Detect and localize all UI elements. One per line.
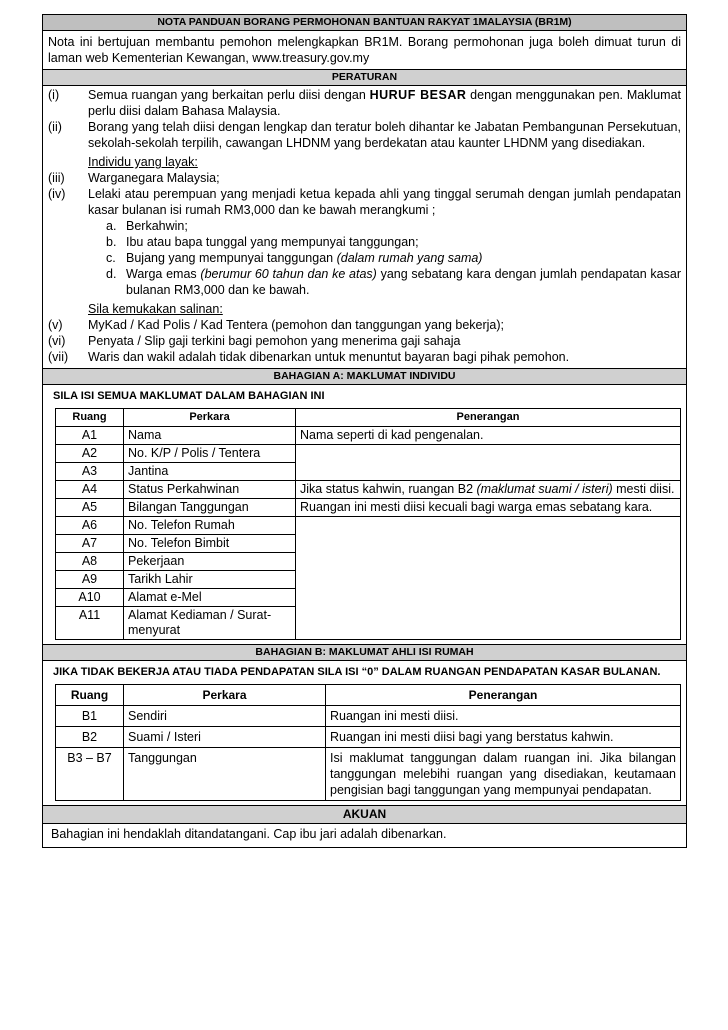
cell-perkara: Nama [124, 427, 296, 445]
cell-ruang: A8 [56, 553, 124, 571]
cell-penerangan [296, 463, 681, 481]
rule-text: Borang yang telah diisi dengan lengkap dan teratur boleh dihantar ke Jabatan Pembangunan Persekutuan, sekolah-sekolah terpilih, cawangan LHDNM yang berdekatan atau kaunter LHDNM yang disediakan. [88, 120, 681, 150]
cell-perkara: Tanggungan [124, 748, 326, 801]
cell-perkara: Status Perkahwinan [124, 481, 296, 499]
rule-number: (ii) [48, 120, 62, 134]
rule-item [48, 170, 681, 186]
cell-perkara: No. K/P / Polis / Tentera [124, 445, 296, 463]
cell-ruang: A3 [56, 463, 124, 481]
cell-penerangan [296, 517, 681, 535]
sub-text-part: Bujang yang mempunyai tanggungan [126, 251, 337, 265]
eligible-heading: Individu yang layak: [88, 155, 198, 169]
copies-heading: Sila kemukakan salinan: [88, 302, 223, 316]
cell-ruang: A10 [56, 589, 124, 607]
cell-penerangan [296, 445, 681, 463]
sub-text: Berkahwin; [126, 219, 188, 233]
table-header-row [56, 685, 681, 706]
sub-text [126, 250, 681, 266]
rule-number: (vii) [48, 350, 69, 364]
cell-ruang: A6 [56, 517, 124, 535]
rule-number: (iii) [48, 171, 65, 185]
cell-perkara: Pekerjaan [124, 553, 296, 571]
cell-penerangan [296, 607, 681, 640]
rule-item [48, 349, 681, 365]
cell-ruang: A1 [56, 427, 124, 445]
rule-item [48, 87, 681, 119]
sub-item [48, 266, 681, 298]
section-b-table [55, 684, 681, 801]
cell-perkara: Suami / Isteri [124, 727, 326, 748]
cell-ruang: B1 [56, 706, 124, 727]
cell-ruang: B2 [56, 727, 124, 748]
cell-text-part: mesti diisi. [612, 482, 675, 496]
section-a-heading: BAHAGIAN A: MAKLUMAT INDIVIDU [43, 369, 686, 385]
rule-text [88, 87, 681, 119]
sub-text: Ibu atau bapa tunggal yang mempunyai tanggungan; [126, 235, 419, 249]
cell-perkara: Alamat Kediaman / Surat-menyurat [124, 607, 296, 640]
cell-perkara: No. Telefon Bimbit [124, 535, 296, 553]
rule-text: Waris dan wakil adalah tidak dibenarkan untuk menuntut bayaran bagi pihak pemohon. [88, 350, 570, 364]
table-row [56, 481, 681, 499]
cell-ruang: A2 [56, 445, 124, 463]
cell-ruang: A11 [56, 607, 124, 640]
section-b-instruction: JIKA TIDAK BEKERJA ATAU TIADA PENDAPATAN SILA ISI “0” DALAM RUANGAN PENDAPATAN KASAR BULANAN. [53, 666, 661, 678]
column-header-ruang: Ruang [56, 409, 124, 427]
table-row [56, 607, 681, 640]
document-title: NOTA PANDUAN BORANG PERMOHONAN BANTUAN RAKYAT 1MALAYSIA (BR1M) [43, 15, 686, 31]
cell-text-italic: (maklumat suami / isteri) [476, 482, 613, 496]
cell-ruang: A7 [56, 535, 124, 553]
sub-letter: a. [106, 219, 117, 233]
table-row [56, 445, 681, 463]
sub-letter: b. [106, 235, 117, 249]
column-header-perkara: Perkara [124, 409, 296, 427]
cell-penerangan: Isi maklumat tanggungan dalam ruangan ini. Jika bilangan tanggungan melebihi ruangan yang disediakan, keutamaan pengisian bagi tanggungan yang mempunyai pendapatan. [326, 748, 681, 801]
rule-item [48, 119, 681, 151]
table-row [56, 535, 681, 553]
cell-text-part: Jika status kahwin, ruangan B2 [300, 482, 477, 496]
table-row [56, 463, 681, 481]
rule-text: Lelaki atau perempuan yang menjadi ketua kepada ahli yang tinggal serumah dengan jumlah pendapatan kasar bulanan isi rumah RM3,000 dan ke bawah merangkumi ; [88, 187, 681, 217]
sub-letter: c. [106, 251, 116, 265]
section-a [43, 385, 686, 645]
rule-number: (v) [48, 318, 63, 332]
rule-item [48, 186, 681, 218]
rule-text-part: dengan menggunakan pen. Maklumat perlu diisi dalam Bahasa Malaysia. [88, 88, 682, 118]
cell-perkara: Alamat e-Mel [124, 589, 296, 607]
table-row [56, 517, 681, 535]
column-header-penerangan: Penerangan [296, 409, 681, 427]
cell-perkara: Tarikh Lahir [124, 571, 296, 589]
sub-text [126, 266, 681, 298]
table-row [56, 727, 681, 748]
cell-penerangan: Ruangan ini mesti diisi kecuali bagi warga emas sebatang kara. [296, 499, 681, 517]
cell-penerangan: Nama seperti di kad pengenalan. [296, 427, 681, 445]
table-row [56, 427, 681, 445]
column-header-perkara: Perkara [124, 685, 326, 706]
peraturan-heading: PERATURAN [43, 70, 686, 86]
table-row [56, 499, 681, 517]
cell-ruang: B3 – B7 [56, 748, 124, 801]
sub-item [48, 234, 681, 250]
sub-item [48, 218, 681, 234]
cell-ruang: A5 [56, 499, 124, 517]
rule-text-part: Semua ruangan yang berkaitan perlu diisi dengan [88, 88, 370, 102]
sub-text-part: yang sebatang kara dengan jumlah pendapatan kasar bulanan RM3,000 dan ke bawah. [126, 267, 682, 297]
akuan-text: Bahagian ini hendaklah ditandatangani. Cap ibu jari adalah dibenarkan. [51, 827, 447, 841]
cell-penerangan [296, 571, 681, 589]
cell-perkara: Jantina [124, 463, 296, 481]
table-row [56, 571, 681, 589]
cell-perkara: Bilangan Tanggungan [124, 499, 296, 517]
rule-number: (iv) [48, 187, 66, 201]
sub-text-part: Warga emas [126, 267, 201, 281]
table-row [56, 706, 681, 727]
cell-ruang: A4 [56, 481, 124, 499]
cell-penerangan: Ruangan ini mesti diisi. [326, 706, 681, 727]
section-a-table [55, 408, 681, 640]
section-b [43, 661, 686, 806]
cell-ruang: A9 [56, 571, 124, 589]
table-row [56, 748, 681, 801]
section-b-heading: BAHAGIAN B: MAKLUMAT AHLI ISI RUMAH [43, 645, 686, 661]
column-header-penerangan: Penerangan [326, 685, 681, 706]
sub-item [48, 250, 681, 266]
sub-text-italic: (dalam rumah yang sama) [336, 251, 483, 265]
column-header-ruang: Ruang [56, 685, 124, 706]
table-row [56, 553, 681, 571]
table-row [56, 589, 681, 607]
sub-letter: d. [106, 267, 117, 281]
rule-text: Penyata / Slip gaji terkini bagi pemohon yang menerima gaji sahaja [88, 334, 461, 348]
rule-item [48, 317, 681, 333]
cell-perkara: Sendiri [124, 706, 326, 727]
akuan-heading: AKUAN [43, 806, 686, 824]
peraturan-list [43, 86, 686, 369]
intro-paragraph: Nota ini bertujuan membantu pemohon melengkapkan BR1M. Borang permohonan juga boleh dimuat turun di laman web Kementerian Kewangan, www.treasury.gov.my [43, 31, 686, 70]
cell-perkara: No. Telefon Rumah [124, 517, 296, 535]
rule-text: Warganegara Malaysia; [88, 171, 220, 185]
cell-penerangan [296, 481, 681, 499]
cell-penerangan: Ruangan ini mesti diisi bagi yang berstatus kahwin. [326, 727, 681, 748]
sub-text-italic: (berumur 60 tahun dan ke atas) [200, 267, 377, 281]
cell-penerangan [296, 589, 681, 607]
rule-number: (i) [48, 88, 60, 102]
cell-penerangan [296, 553, 681, 571]
guide-document [42, 14, 687, 848]
rule-item [48, 333, 681, 349]
rule-number: (vi) [48, 334, 66, 348]
cell-penerangan [296, 535, 681, 553]
table-header-row [56, 409, 681, 427]
rule-emphasis: HURUF BESAR [369, 88, 467, 102]
rule-text: MyKad / Kad Polis / Kad Tentera (pemohon dan tanggungan yang bekerja); [88, 318, 505, 332]
section-a-instruction: SILA ISI SEMUA MAKLUMAT DALAM BAHAGIAN INI [53, 390, 325, 402]
